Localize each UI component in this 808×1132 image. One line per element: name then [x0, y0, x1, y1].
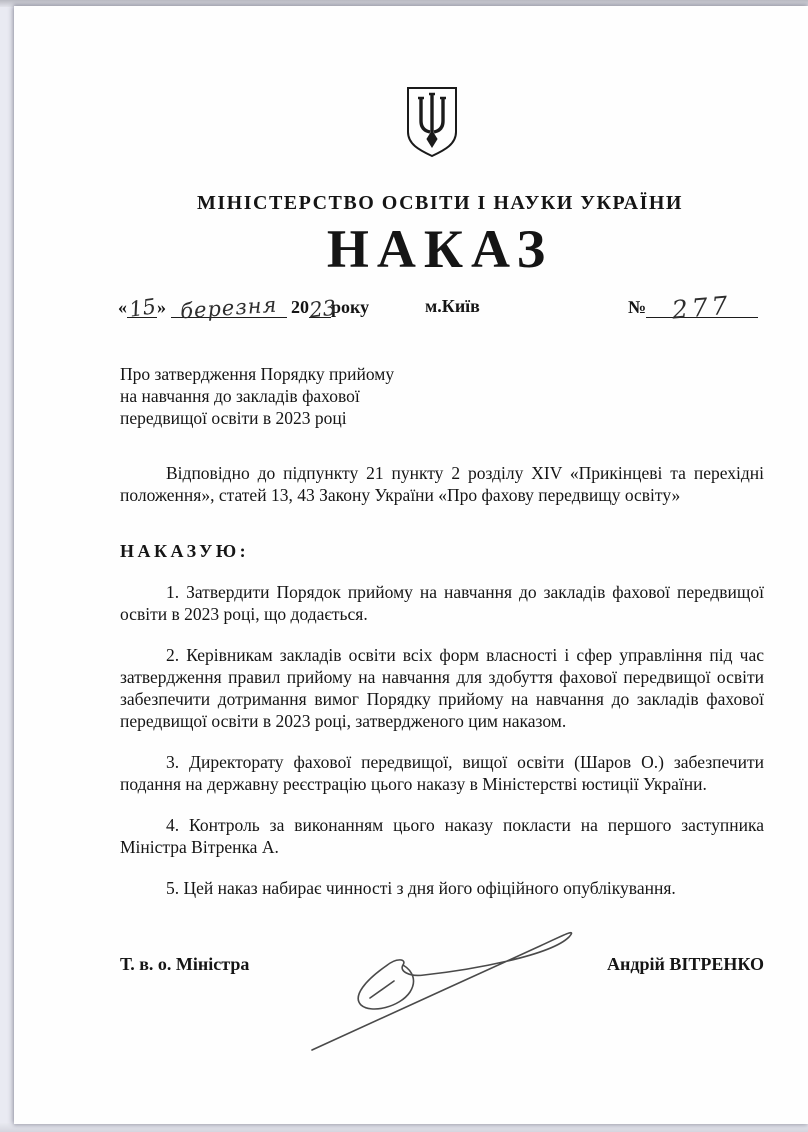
order-item: 1. Затвердити Порядок прийому на навчання до закладів фахової передвищої освіти в 2023 році, що додається. — [120, 582, 764, 624]
order-item: 2. Керівникам закладів освіти всіх форм власності і сфер управління під час затвердження правил прийому на навчання для здобуття фахової передвищої освіти забезпечити дотримання вимог Порядку прийому на навчання до закладів фахової передвищої освіти в 2023 році, затвердженого цим наказом. — [120, 645, 764, 731]
year-word: року — [331, 297, 370, 317]
number-blank — [646, 290, 758, 325]
order-item: 4. Контроль за виконанням цього наказу покласти на першого заступника Міністра Вітренка А. — [120, 815, 764, 857]
close-quote: » — [157, 297, 166, 317]
city-label: м.Київ — [425, 296, 480, 316]
handwritten-month: березня — [179, 292, 278, 324]
handwritten-signature-icon — [302, 908, 602, 1068]
month-blank — [171, 292, 287, 324]
subject-line: Про затвердження Порядку прийому — [120, 364, 395, 384]
signer-name: Андрій ВІТРЕНКО — [607, 954, 764, 974]
ministry-name: МІНІСТЕРСТВО ОСВІТИ І НАУКИ УКРАЇНИ — [197, 192, 683, 214]
order-item: 5. Цей наказ набирає чинності з дня його офіційного опублікування. — [166, 878, 676, 898]
open-quote: « — [118, 297, 127, 317]
subject-block — [120, 363, 764, 429]
day-blank — [127, 294, 158, 322]
handwritten-year: 23 — [308, 295, 338, 323]
subject-line: на навчання до закладів фахової — [120, 386, 360, 406]
order-keyword: НАКАЗУЮ: — [120, 541, 250, 561]
document-body — [120, 363, 764, 899]
number-sign: № — [628, 297, 647, 317]
intro-paragraph: Відповідно до підпункту 21 пункту 2 розділу XIV «Прикінцеві та перехідні положення», статей 13, 43 Закону України «Про фахову передвищу освіту» — [120, 463, 764, 505]
year-blank — [308, 295, 338, 323]
order-document-page — [14, 6, 808, 1124]
ukraine-trident-emblem-icon — [405, 86, 459, 158]
subject-line: передвищої освіти в 2023 році — [120, 408, 347, 428]
date-field — [118, 292, 370, 324]
date-line — [118, 290, 778, 333]
order-item: 3. Директорату фахової передвищої, вищої освіти (Шаров О.) забезпечити подання на державну реєстрацію цього наказу в Міністерстві юстиції України. — [120, 752, 764, 794]
signer-position: Т. в. о. Міністра — [120, 954, 250, 974]
year-prefix: 20 — [291, 297, 309, 317]
handwritten-number: 277 — [670, 290, 734, 325]
handwritten-day: 15 — [127, 294, 158, 322]
order-number-field — [628, 290, 758, 325]
document-title: НАКАЗ — [326, 219, 554, 279]
